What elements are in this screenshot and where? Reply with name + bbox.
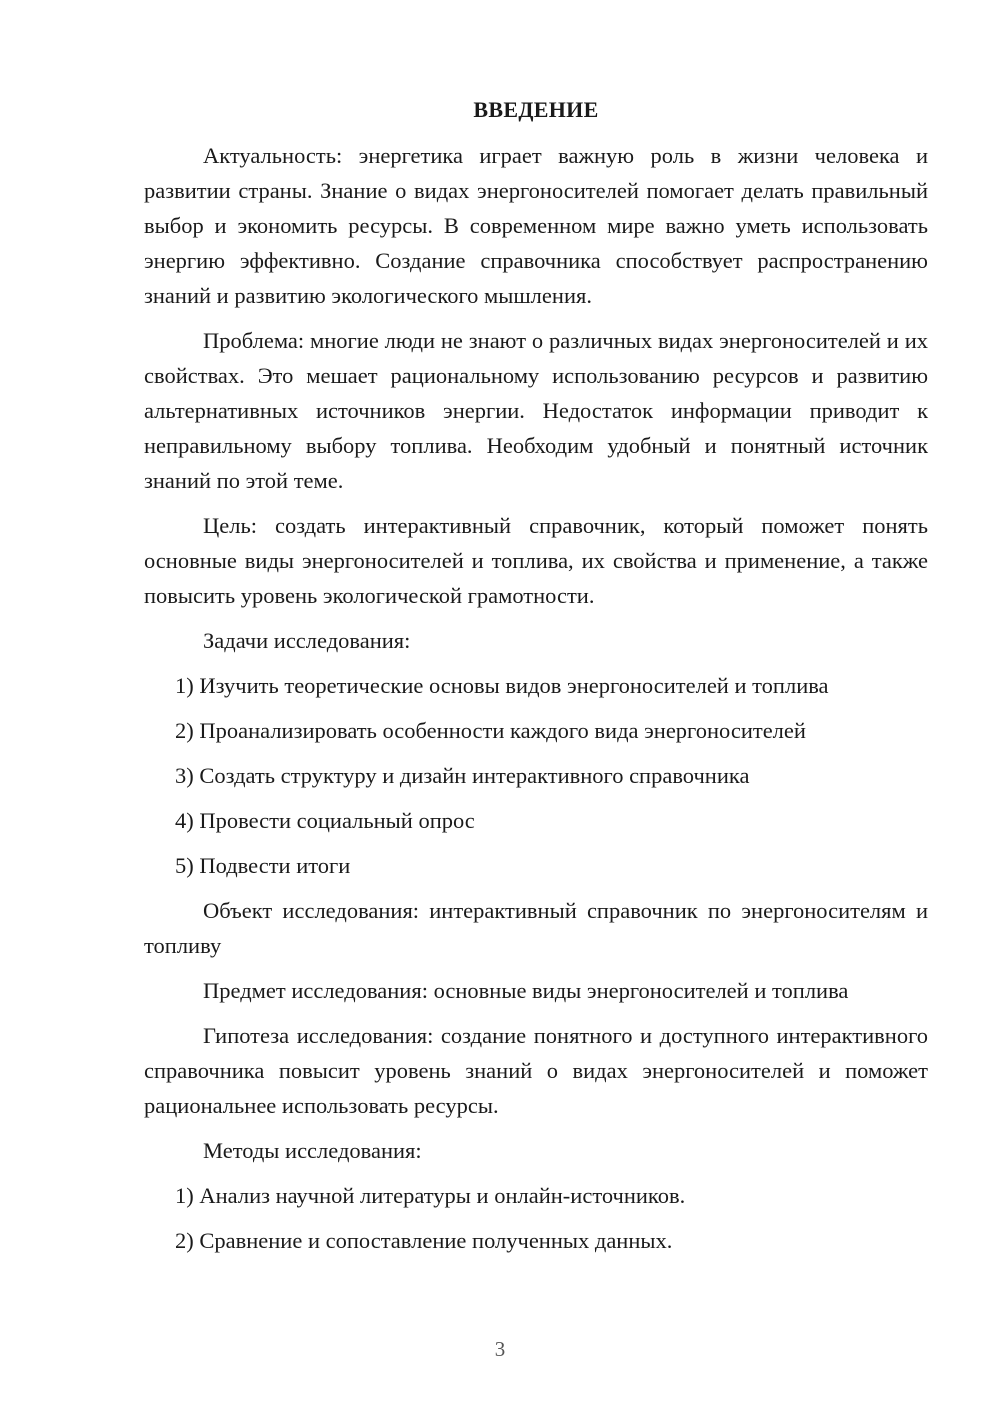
- task-item: 5) Подвести итоги: [175, 853, 351, 878]
- task-item: 4) Провести социальный опрос: [175, 808, 475, 833]
- page-content: [144, 92, 928, 1268]
- hypothesis-paragraph: Гипотеза исследования: создание понятного и доступного интерактивного справочника повысит уровень знаний о видах энергоносителей и поможет рациональнее использовать ресурсы.: [144, 1023, 928, 1118]
- method-item: 2) Сравнение и сопоставление полученных данных.: [175, 1228, 673, 1253]
- object-paragraph: Объект исследования: интерактивный справочник по энергоносителям и топливу: [144, 898, 928, 958]
- page-number: 3: [494, 1337, 506, 1361]
- method-item: 1) Анализ научной литературы и онлайн-источников.: [175, 1183, 686, 1208]
- task-item: 1) Изучить теоретические основы видов энергоносителей и топлива: [175, 673, 829, 698]
- goal-paragraph: Цель: создать интерактивный справочник, который поможет понять основные виды энергоносителей и топлива, их свойства и применение, а также повысить уровень экологической грамотности.: [144, 513, 928, 608]
- problem-paragraph: Проблема: многие люди не знают о различных видах энергоносителей и их свойствах. Это мешает рациональному использованию ресурсов и развитию альтернативных источников энергии. Недостаток информации приводит к неправильному выбору топлива. Необходим удобный и понятный источник знаний по этой теме.: [144, 328, 928, 493]
- task-item: 2) Проанализировать особенности каждого вида энергоносителей: [175, 718, 806, 743]
- subject-paragraph: Предмет исследования: основные виды энергоносителей и топлива: [203, 978, 849, 1003]
- task-item: 3) Создать структуру и дизайн интерактивного справочника: [175, 763, 750, 788]
- relevance-paragraph: Актуальность: энергетика играет важную роль в жизни человека и развитии страны. Знание о видах энергоносителей помогает делать правильный выбор и экономить ресурсы. В современном мире важно уметь использовать энергию эффективно. Создание справочника способствует распространению знаний и развитию экологического мышления.: [144, 143, 928, 308]
- section-title: ВВЕДЕНИЕ: [473, 97, 599, 122]
- methods-heading: Методы исследования:: [203, 1138, 422, 1163]
- tasks-heading: Задачи исследования:: [203, 628, 411, 653]
